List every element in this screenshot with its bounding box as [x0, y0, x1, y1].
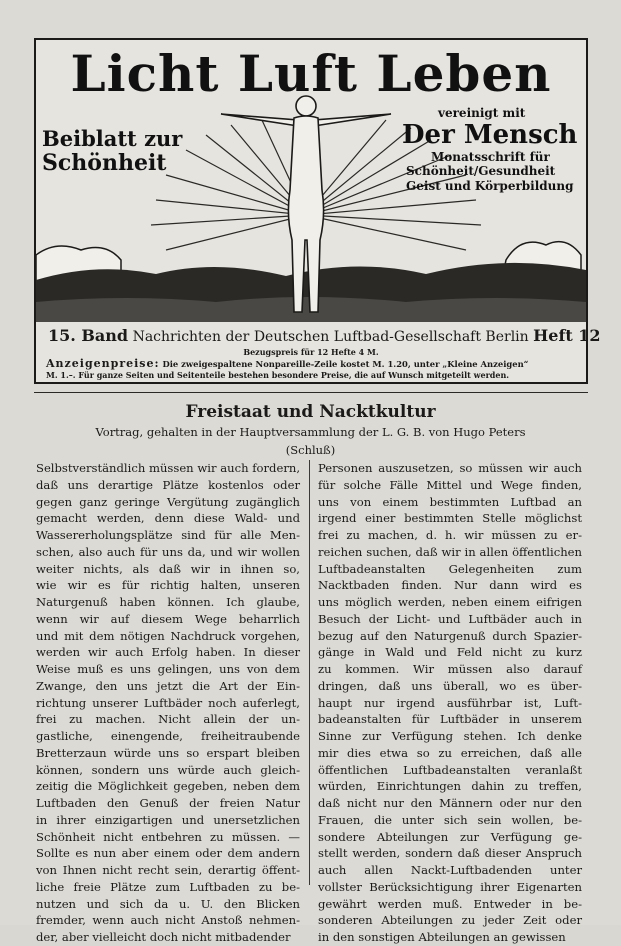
info-bar: [34, 322, 601, 384]
text-line: auch allen Nackt-Luftbadenden unter: [318, 863, 582, 877]
text-line: vollster Berücksichtigung ihrer Eigenarten: [318, 879, 582, 894]
text-line: Zwange, den uns jetzt die Art der Ein-: [36, 678, 300, 693]
article-column-left: [36, 460, 300, 946]
text-line: liche freie Plätze zum Luftbaden zu be-: [36, 879, 300, 894]
text-line: gewährt werden muß. Entweder in be-: [318, 896, 582, 911]
text-line: und mit dem nötigen Nachdruck vorgehen,: [36, 628, 300, 643]
anzeigen-text1: Die zweigespaltene Nonpareille-Zeile kostet M. 1.20, unter „Kleine Anzeigen“: [162, 359, 529, 369]
text-line: Sollte es nun aber einem oder dem andern: [36, 846, 300, 861]
anzeigen-label: Anzeigenpreise:: [46, 357, 160, 370]
text-line: uns möglich werden, neben einem eifrigen: [318, 595, 582, 609]
article-column-right: [318, 460, 582, 946]
text-line: Schönheit nicht entbehren zu müssen. —: [36, 829, 300, 844]
text-line: daß nicht nur den Männern oder nur den: [318, 796, 582, 810]
masthead-left-line2: Schönheit: [42, 150, 167, 176]
text-line: Sinne zur Verfügung stehen. Ich denke: [318, 729, 582, 743]
text-line: mir dies etwa so zu erreichen, daß alle: [318, 745, 582, 760]
masthead-right-line4: Geist und Körperbildung: [406, 179, 574, 193]
text-line: wenn wir auf diesem Wege beharrlich: [36, 611, 300, 626]
masthead-title: Licht Luft Leben: [70, 44, 552, 103]
text-line: fremder, wenn auch nicht Anstoß nehmen-: [36, 913, 300, 928]
text-line: zu kommen. Wir müssen also darauf: [318, 662, 582, 676]
text-line: in den sonstigen Abteilungen an gewissen: [318, 930, 566, 944]
column-rule: [309, 460, 310, 885]
article-subtitle: Vortrag, gehalten in der Hauptversammlung der L. G. B. von Hugo Peters: [95, 425, 526, 439]
text-line: stellt werden, sondern daß dieser Anspruch: [318, 846, 582, 861]
masthead-right-line3: Schönheit/Gesundheit: [406, 164, 556, 178]
text-line: gegen ganz geringe Vergütung zugänglich: [36, 494, 300, 509]
heft-number: Heft 12: [533, 326, 601, 345]
article-schluss: (Schluß): [285, 443, 336, 457]
masthead-right-line2: Monatsschrift für: [431, 150, 550, 164]
text-line: werden wir auch Erfolg haben. In dieser: [36, 645, 300, 660]
text-line: weiter nichts, als daß wir in ihnen so,: [36, 561, 300, 576]
masthead-right-line0: vereinigt mit: [438, 106, 526, 120]
text-line: Luftbaden den Genuß der freien Natur: [36, 796, 300, 810]
text-line: der, aber vielleicht doch nicht mitbadender: [36, 930, 291, 944]
text-line: sondere Abteilungen zur Verfügung ge-: [318, 829, 582, 844]
text-line: gänge in Wald und Feld nicht zu kurz: [318, 645, 582, 660]
text-line: haupt nur irgend ausführbar ist, Luft-: [318, 695, 582, 710]
separator-rule: [34, 392, 588, 393]
text-line: nutzen und sich da u. U. den Blicken: [36, 896, 300, 911]
masthead: [34, 38, 588, 324]
text-line: öffentlichen Luftbadeanstalten veranlaßt: [318, 762, 582, 777]
text-line: Luftbadeanstalten Gelegenheiten zum: [318, 561, 582, 576]
text-line: badeanstalten für Luftbäder in unserem: [318, 712, 582, 727]
text-line: sonderen Abteilungen zu jeder Zeit oder: [318, 913, 582, 928]
text-line: zeitig die Möglichkeit gegeben, neben dem: [36, 779, 300, 794]
text-line: reichen suchen, daß wir in allen öffentlichen: [318, 544, 582, 559]
text-line: Wassererholungsplätze sind für alle Men-: [36, 528, 300, 542]
text-line: Personen auszusetzen, so müssen wir auch: [318, 461, 582, 475]
text-line: Nacktbaden finden. Nur dann wird es: [318, 578, 582, 593]
text-line: gemacht werden, denn diese Wald- und: [36, 511, 300, 526]
text-line: schen, also auch für uns da, und wir wollen: [36, 544, 300, 559]
text-line: Selbstverständlich müssen wir auch fordern,: [36, 461, 301, 475]
text-line: richtung unserer Luftbäder noch auferlegt,: [36, 695, 300, 710]
text-line: bezug auf den Naturgenuß durch Spazier-: [318, 628, 582, 643]
band-number: 15. Band: [48, 326, 129, 345]
masthead-left-line1: Beiblatt zur: [42, 126, 183, 151]
band-line: [48, 326, 601, 345]
text-line: in ihrer einzigartigen und unersetzlichen: [36, 812, 300, 827]
text-line: dringen, daß uns überall, wo es über-: [318, 678, 582, 693]
text-line: Bretterzaun würde uns so erspart bleiben: [36, 745, 300, 760]
text-line: uns von einem bestimmten Luftbad an: [318, 494, 582, 509]
text-line: für solche Fälle Mittel und Wege finden,: [318, 477, 582, 492]
anzeigen-text2: M. 1.–. Für ganze Seiten und Seitenteile bestehen besondere Preise, die auf Wunsch mitgeteilt werden.: [46, 370, 510, 380]
text-line: können, sondern uns würde auch gleich-: [36, 762, 300, 777]
text-line: frei zu machen. Nicht allein der un-: [36, 712, 300, 727]
text-line: irgend einer bestimmten Stelle möglichst: [318, 511, 582, 526]
text-line: würden, Einrichtungen dahin zu treffen,: [318, 779, 582, 794]
text-line: Weise muß es uns gelingen, uns von dem: [36, 662, 300, 676]
text-line: daß uns derartige Plätze kostenlos oder: [36, 477, 300, 492]
society-name: Nachrichten der Deutschen Luftbad-Gesellschaft Berlin: [132, 329, 529, 345]
bezugspreis: Bezugspreis für 12 Hefte 4 M.: [243, 347, 379, 357]
text-line: Besuch der Licht- und Luftbäder auch in: [318, 611, 582, 626]
text-line: Naturgenuß haben können. Ich glaube,: [36, 595, 300, 609]
text-line: von Ihnen nicht recht sein, derartig öffent-: [36, 863, 300, 877]
text-line: frei zu machen, d. h. wir müssen zu er-: [318, 528, 582, 542]
masthead-right-line1: Der Mensch: [402, 120, 578, 150]
text-line: gastliche, einengende, freiheitraubende: [36, 729, 300, 743]
text-line: Frauen, die unter sich sein wollen, be-: [318, 812, 582, 827]
anzeigen-line1: [46, 357, 528, 370]
article-title: Freistaat und Nacktkultur: [185, 402, 436, 422]
text-line: wie wir es für richtig halten, unseren: [36, 578, 300, 593]
